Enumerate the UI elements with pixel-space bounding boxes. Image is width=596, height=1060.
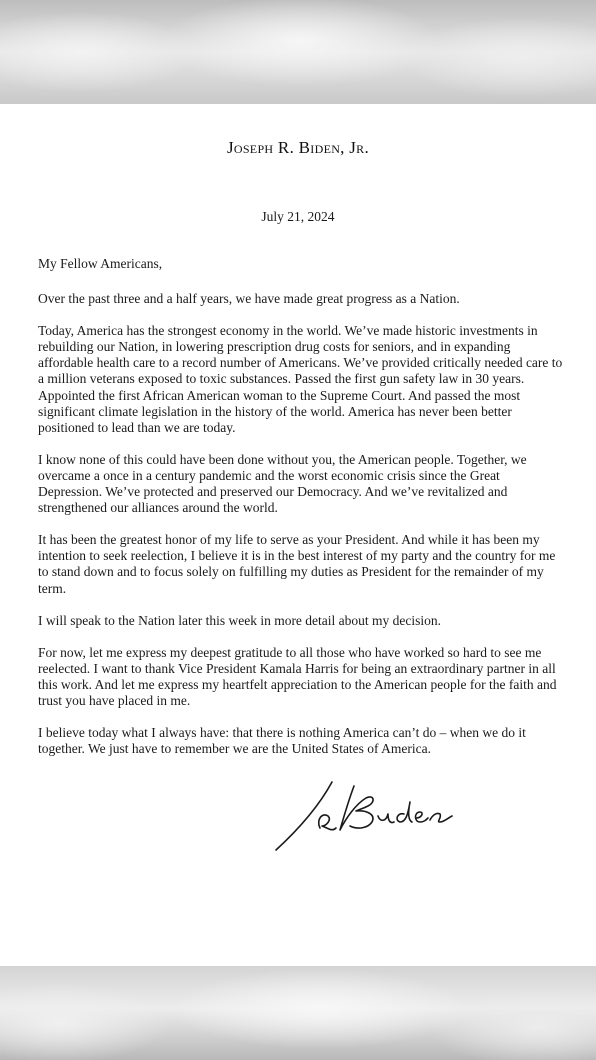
letterhead: Joseph R. Biden, Jr.	[226, 138, 370, 157]
paragraph-progress: Over the past three and a half years, we have made great progress as a Nation.	[38, 291, 460, 307]
letter-page	[0, 104, 596, 966]
letter-date: July 21, 2024	[261, 209, 335, 224]
letter-body	[38, 256, 563, 773]
paragraph-economy: Today, America has the strongest economy in the world. We’ve made historic investments in rebuilding our Nation, in lowering prescription drug costs for seniors, and in expanding affordable health care to a record number of Americans. We’ve provided critically needed care to a million veterans exposed to toxic substances. Passed the first gun safety law in 30 years. Appointed the first African American woman to the Supreme Court. And passed the most significant climate legislation in the history of the world. America has never been better positioned to lead than we are today.	[38, 323, 563, 435]
paragraph-speak-to-nation: I will speak to the Nation later this week in more detail about my decision.	[38, 612, 442, 628]
handwritten-signature	[270, 776, 460, 856]
salutation: My Fellow Americans,	[38, 256, 163, 271]
blurred-background-top	[0, 0, 596, 104]
paragraph-stand-down: It has been the greatest honor of my life to serve as your President. And while it has been my intention to seek reelection, I believe it is in the best interest of my party and the country for me to stand down and to focus solely on fulfilling my duties as President for the remainder of my term.	[38, 532, 556, 596]
paragraph-closing: I believe today what I always have: that there is nothing America can’t do – when we do it together. We just have to remember we are the United States of America.	[38, 725, 526, 757]
blurred-background-bottom	[0, 966, 596, 1060]
paragraph-american-people: I know none of this could have been done without you, the American people. Together, we overcame a once in a century pandemic and the worst economic crisis since the Great Depression. We’ve protected and preserved our Democracy. And we’ve revitalized and strengthened our alliances around the world.	[38, 451, 527, 516]
paragraph-gratitude: For now, let me express my deepest gratitude to all those who have worked so hard to see me reelected. I want to thank Vice President Kamala Harris for being an extraordinary partner in all this work. And let me express my heartfelt appreciation to the American people for the faith and trust you have placed in me.	[38, 644, 557, 708]
